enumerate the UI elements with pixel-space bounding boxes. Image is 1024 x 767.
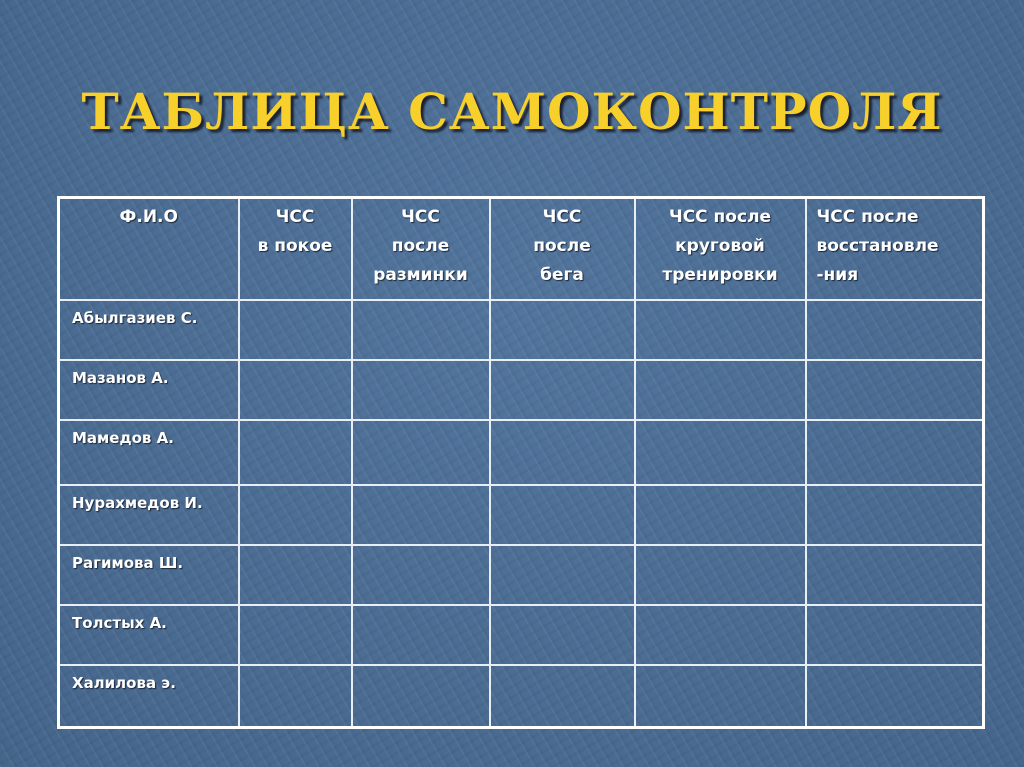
hr-cell[interactable] [806, 420, 984, 485]
hr-cell[interactable] [352, 485, 490, 545]
hr-cell[interactable] [352, 665, 490, 728]
hr-cell[interactable] [635, 300, 806, 360]
hr-cell[interactable] [806, 665, 984, 728]
hr-cell[interactable] [352, 420, 490, 485]
hr-cell[interactable] [635, 665, 806, 728]
table-row [59, 665, 984, 728]
table-row [59, 485, 984, 545]
hr-cell[interactable] [352, 545, 490, 605]
hr-cell[interactable] [239, 360, 352, 420]
hr-cell[interactable] [635, 485, 806, 545]
student-name: Абылгазиев С. [59, 300, 239, 360]
hr-cell[interactable] [635, 605, 806, 665]
hr-cell[interactable] [490, 665, 635, 728]
table-row [59, 545, 984, 605]
header-hr-warmup: ЧСС после разминки [352, 198, 490, 301]
hr-cell[interactable] [239, 545, 352, 605]
table-row [59, 360, 984, 420]
hr-cell[interactable] [239, 420, 352, 485]
header-name: Ф.И.О [59, 198, 239, 301]
hr-cell[interactable] [635, 360, 806, 420]
hr-cell[interactable] [490, 605, 635, 665]
hr-cell[interactable] [352, 300, 490, 360]
hr-cell[interactable] [352, 360, 490, 420]
hr-cell[interactable] [490, 300, 635, 360]
hr-cell[interactable] [490, 485, 635, 545]
header-hr-rest: ЧСС в покое [239, 198, 352, 301]
hr-cell[interactable] [806, 360, 984, 420]
table-row [59, 605, 984, 665]
self-control-table [57, 196, 985, 729]
hr-cell[interactable] [490, 545, 635, 605]
hr-cell[interactable] [806, 300, 984, 360]
hr-cell[interactable] [806, 605, 984, 665]
hr-cell[interactable] [490, 360, 635, 420]
hr-cell[interactable] [490, 420, 635, 485]
table-row [59, 420, 984, 485]
header-row [59, 198, 984, 301]
hr-cell[interactable] [635, 420, 806, 485]
hr-cell[interactable] [806, 545, 984, 605]
student-name: Мазанов А. [59, 360, 239, 420]
hr-cell[interactable] [352, 605, 490, 665]
header-hr-circuit: ЧСС после круговой тренировки [635, 198, 806, 301]
hr-cell[interactable] [806, 485, 984, 545]
table-row [59, 300, 984, 360]
hr-cell[interactable] [239, 300, 352, 360]
hr-cell[interactable] [239, 665, 352, 728]
header-hr-recovery: ЧСС после восстановле -ния [806, 198, 984, 301]
student-name: Толстых А. [59, 605, 239, 665]
hr-cell[interactable] [239, 605, 352, 665]
student-name: Нурахмедов И. [59, 485, 239, 545]
student-name: Халилова э. [59, 665, 239, 728]
hr-cell[interactable] [635, 545, 806, 605]
student-name: Мамедов А. [59, 420, 239, 485]
hr-cell[interactable] [239, 485, 352, 545]
header-hr-run: ЧСС после бега [490, 198, 635, 301]
page-title: ТАБЛИЦА САМОКОНТРОЛЯ [81, 82, 943, 141]
student-name: Рагимова Ш. [59, 545, 239, 605]
